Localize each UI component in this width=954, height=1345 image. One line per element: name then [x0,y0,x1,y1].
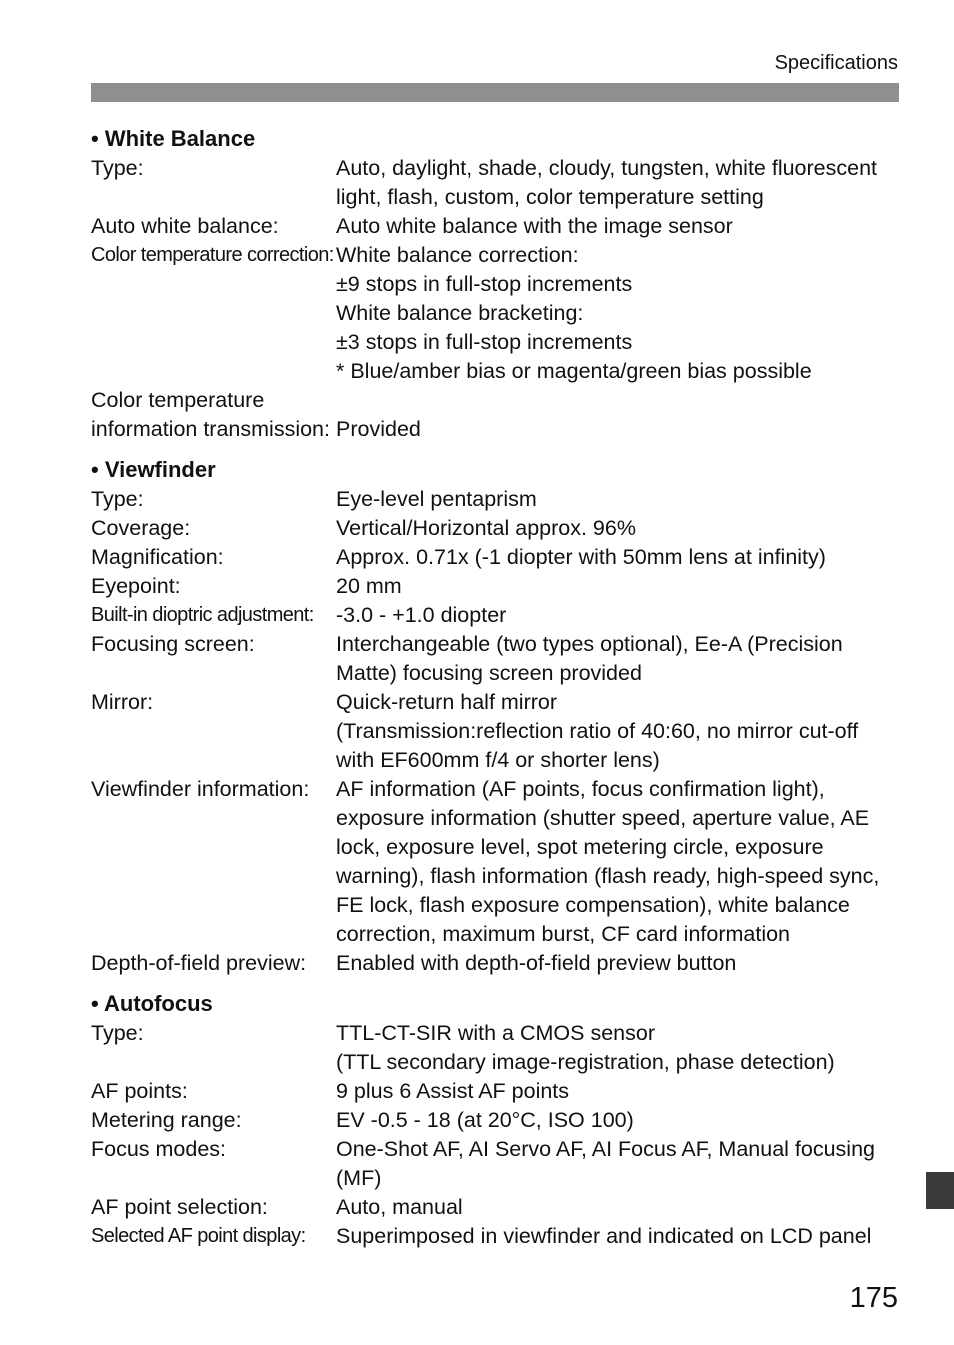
spec-label: AF points: [91,1079,188,1103]
spec-label: Color temperature information transmission: [91,388,330,441]
spec-content [91,124,899,1251]
spec-value-line: EV -0.5 - 18 (at 20°C, ISO 100) [336,1108,634,1132]
spec-row [91,949,899,978]
spec-value-line: Provided [336,417,421,441]
spec-value-line: with EF600mm f/4 or shorter lens) [336,748,660,772]
spec-label: Eyepoint: [91,574,181,598]
spec-label: Selected AF point display: [91,1225,306,1247]
spec-row [91,1222,899,1251]
spec-label: Built-in dioptric adjustment: [91,604,314,626]
spec-value-line: FE lock, flash exposure compensation), white balance [336,893,850,917]
spec-value-line: AF information (AF points, focus confirmation light), [336,777,825,801]
spec-row [91,1193,899,1222]
spec-value-line [336,386,899,415]
spec-value [336,601,899,630]
section-heading: • Viewfinder [91,457,216,482]
spec-value [336,514,899,543]
spec-label: Auto white balance: [91,214,279,238]
spec-value-line: White balance bracketing: [336,301,584,325]
spec-row [91,601,899,630]
spec-value-line: Auto, daylight, shade, cloudy, tungsten, white fluorescent [336,156,878,180]
spec-value-line: Superimposed in viewfinder and indicated on LCD panel [336,1224,872,1248]
spec-value [336,775,899,949]
spec-row [91,485,899,514]
spec-row [91,630,899,688]
spec-label: Type: [91,156,144,180]
spec-row [91,1019,899,1077]
spec-value [336,386,899,444]
spec-value-line: -3.0 - +1.0 diopter [336,603,507,627]
spec-value [336,1019,899,1077]
spec-label: Mirror: [91,690,154,714]
spec-value [336,630,899,688]
spec-value-line: light, flash, custom, color temperature setting [336,185,764,209]
spec-value [336,1222,899,1251]
running-header: Specifications [774,52,898,74]
spec-value [336,1135,899,1193]
page-number: 175 [849,1282,898,1314]
section-heading: • White Balance [91,126,256,151]
spec-label: Coverage: [91,516,191,540]
spec-value [336,1106,899,1135]
spec-label: Color temperature correction: [91,244,334,266]
section-heading: • Autofocus [91,991,213,1016]
spec-label: Type: [91,1021,144,1045]
spec-section [91,455,899,978]
spec-label: Metering range: [91,1108,242,1132]
spec-row [91,241,899,386]
spec-value-line: Eye-level pentaprism [336,487,537,511]
spec-label: Type: [91,487,144,511]
spec-value [336,543,899,572]
spec-row [91,514,899,543]
spec-label: Magnification: [91,545,224,569]
chapter-thumb-tab [926,1172,954,1209]
spec-row [91,212,899,241]
spec-label: Focus modes: [91,1137,227,1161]
spec-row [91,688,899,775]
spec-value [336,154,899,212]
spec-value-line: 20 mm [336,574,402,598]
spec-value-line: ±3 stops in full-stop increments [336,330,633,354]
spec-row [91,1135,899,1193]
spec-value [336,1077,899,1106]
spec-row [91,775,899,949]
spec-value-line: White balance correction: [336,243,579,267]
spec-value-line: TTL-CT-SIR with a CMOS sensor [336,1021,655,1045]
spec-value-line: Auto white balance with the image sensor [336,214,733,238]
spec-value-line: correction, maximum burst, CF card information [336,922,791,946]
spec-value-line: Approx. 0.71x (-1 diopter with 50mm lens at infinity) [336,545,826,569]
spec-label: AF point selection: [91,1195,268,1219]
spec-value-line: 9 plus 6 Assist AF points [336,1079,570,1103]
spec-value-line: lock, exposure level, spot metering circle, exposure [336,835,824,859]
spec-row [91,386,899,444]
spec-value [336,485,899,514]
spec-row [91,154,899,212]
spec-value [336,949,899,978]
spec-value-line: Matte) focusing screen provided [336,661,642,685]
spec-value-line: * Blue/amber bias or magenta/green bias possible [336,359,812,383]
header-rule-bar [91,83,899,102]
spec-value [336,241,899,386]
spec-value-line: (MF) [336,1166,382,1190]
spec-label: Depth-of-field preview: [91,951,307,975]
spec-value [336,212,899,241]
spec-value-line: ±9 stops in full-stop increments [336,272,633,296]
spec-row [91,1077,899,1106]
spec-value [336,572,899,601]
spec-value-line: Enabled with depth-of-field preview button [336,951,737,975]
spec-value-line: Quick-return half mirror [336,690,558,714]
spec-value-line: (Transmission:reflection ratio of 40:60, no mirror cut-off [336,719,859,743]
spec-section [91,124,899,444]
spec-value-line: exposure information (shutter speed, aperture value, AE [336,806,870,830]
spec-row [91,572,899,601]
spec-row [91,1106,899,1135]
spec-value [336,1193,899,1222]
spec-section [91,989,899,1251]
spec-value-line: One-Shot AF, AI Servo AF, AI Focus AF, Manual focusing [336,1137,875,1161]
spec-value-line: warning), flash information (flash ready, high-speed sync, [336,864,880,888]
spec-value-line: Auto, manual [336,1195,463,1219]
spec-value-line: Interchangeable (two types optional), Ee-A (Precision [336,632,843,656]
spec-row [91,543,899,572]
spec-value [336,688,899,775]
spec-value-line: (TTL secondary image-registration, phase detection) [336,1050,835,1074]
spec-label: Viewfinder information: [91,777,310,801]
spec-label: Focusing screen: [91,632,255,656]
spec-value-line: Vertical/Horizontal approx. 96% [336,516,636,540]
